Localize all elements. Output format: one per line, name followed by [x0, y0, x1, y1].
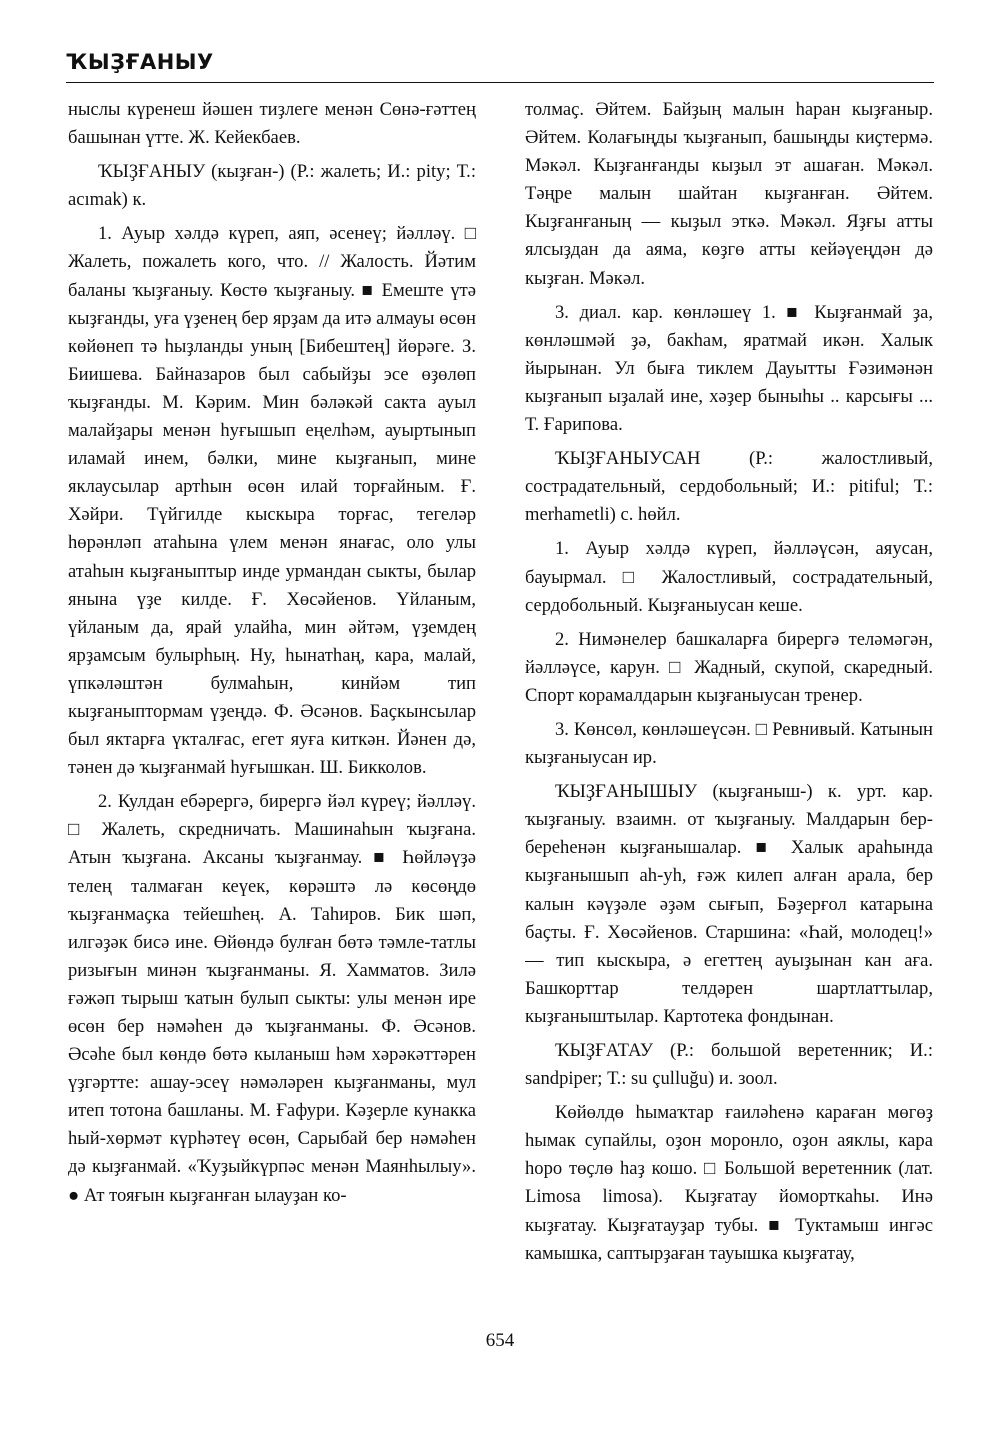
- sense-1: 1. Ауыр хәлдә күреп, аяп, әсенеү; йәлләү. □ Жалеть, пожалеть кого, что. // Жалость. Йәтим баланы ҡыҙғаныу. Көстө ҡыҙғаныу. ■ Емеште үтә кыҙғанды, уға үҙенең бер ярҙам да итә алмауы өсөн көйөнеп тә һыҙланды уның [Бибештең] йөрәге. З. Биишева. Байназаров был сабыйҙы эсе өҙөлөп ҡыҙғанды. М. Кәрим. Мин бәләкәй сакта ауыл малайҙары менән һуғышып еңелһәм, ауыртынып иламай инем, бәлки, мине кыҙғанып, мине яклаусылар артһын өсөн илай торғайным. Ғ. Хәйри. Түйгилде кыскыра торғас, тегеләр һөрәнләп атаһына үлем менән янағас, оло улы атаһын кыҙғаныптыр инде урмандан сыкты, былар янына үҙе килде. Ғ. Хөсәйенов. Үйланым, үйланым да, ярай улайһа, мин әйтәм, үҙемдең ярҙамсым булырһың. Ну, һынатһаң, кара, малай, үпкәләштән булмаһын, кинйәм тип кыҙғаныптормам үҙеңдә. Ф. Әсәнов. Баҫкынсылар был яктарға үкталғас, егет яуға киткән. Йәнен дә, тәнен дә ҡыҙғанмай һуғышкан. Ш. Бикколов.: [68, 223, 476, 779]
- entry-continuation: толмаҫ. Әйтем. Байҙың малын һаран кыҙғаныр. Әйтем. Колағыңды ҡыҙғанып, башыңды киҫтермә. Мәкәл. Кыҙғанғанды кыҙыл эт ашаған. Мәкәл. Тәңре малын шайтан кыҙғанған. Әйтем. Кыҙғанғаның — кыҙыл эткә. Мәкәл. Яҙғы атты ялсыҙдан да аяма, көҙгө атты кейәүеңдән дә кыҙған. Мәкәл.: [525, 99, 933, 289]
- sense-2: 2. Кулдан ебәрергә, бирергә йәл күреү; йәлләү. □ Жалеть, скредничать. Машинаһын ҡыҙғана. Атын ҡыҙғана. Аксаны ҡыҙғанмау. ■ Һөйләүҙә телең талмаған кеүек, көрәштә лә көсөңдө ҡыҙғанмаҫка тейешһең. А. Таһиров. Бик шәп, илгәҙәк бисә ине. Өйөндә булған бөтә тәмле-татлы ризығын минән ҡыҙғанманы. Я. Хамматов. Зилә ғәжәп тырыш ҡатын булып сыкты: улы менән ире өсөн бер нәмәһен дә ҡыҙғанманы. Ф. Әсәнов. Әсәһе был көндө бөтә кыланыш һәм хәрәкәттәрен үҙгәртте: ашау-эсеү нәмәләрен кыҙғанманы, мул итеп тотона башланы. М. Ғафури. Кәҙерле кунакка һый-хөрмәт күрһәтеү өсөн, Сарыбай бер нәмәһен дә кыҙғанмай. «Ҡуҙыйкүрпәс менән Маянһылыу». ● Ат тояғын кыҙғанған ылауҙан ко-: [68, 791, 476, 1206]
- page-number: 654: [485, 1330, 515, 1351]
- left-column: [68, 96, 476, 1326]
- entry-headword-kyzganyshyu: ҠЫҘҒАНЫШЫУ (кыҙғаныш-) к. урт. кар. ҡыҙғаныу. взаимн. от ҡыҙғаныу. Малдарын бер-береһенән кыҙғанышалар. ■ Халык араһында кыҙғанышып аһ-уһ, ғәж килеп алған арала, бер калын кәүҙәле әҙәм сығып, Бәҙерғол катарына баҫты. Ғ. Хөсәйенов. Старшина: «Һай, молодец!» — тип кыскыра, ә егеттең ауыҙынан кан аға. Башкорттар телдәрен шартлаттылар, кыҙғаныштылар. Картотека фондынан.: [525, 781, 933, 1027]
- entry-headword-kyzganyu: ҠЫҘҒАНЫУ (кыҙған-) (Р.: жалеть; И.: pity; Т.: acımak) к.: [68, 161, 476, 211]
- sense-1: 1. Ауыр хәлдә күреп, йәлләүсән, аяусан, бауырмал. □ Жалостливый, сострадательный, сердобольный. Кыҙғаныусан кеше.: [525, 538, 933, 616]
- header-rule: [66, 82, 934, 83]
- entry-headword-kyzganyusan: ҠЫҘҒАНЫУСАН (Р.: жалостливый, сострадательный, сердобольный; И.: pitiful; Т.: merhametli) с. һөйл.: [525, 448, 933, 526]
- running-head: ҠЫҘҒАНЫУ: [66, 50, 214, 74]
- sense-3: 3. Көнсөл, көнләшеүсән. □ Ревнивый. Катынын кыҙғаныусан ир.: [525, 718, 933, 769]
- entry-continuation: ныслы күренеш йәшен тиҙлеге менән Сөнә-ғәттең башынан үтте. Ж. Кейекбаев.: [68, 99, 476, 149]
- right-column: [525, 96, 933, 1326]
- sense-2: 2. Нимәнелер башкаларға бирергә теләмәгән, йәлләүсе, карун. □ Жадный, скупой, скаредный. Спорт корамалдарын кыҙғаныусан тренер.: [525, 628, 933, 706]
- entry-headword-kyzgatau: ҠЫҘҒАТАУ (Р.: большой веретенник; И.: sandpiper; Т.: su çulluğu) и. зоол.: [525, 1040, 933, 1090]
- sense-3: 3. диал. кар. көнләшеү 1. ■ Кыҙғанмай ҙа, көнләшмәй ҙә, бакһам, яратмай икән. Халык йырынан. Ул быға тиклем Дауытты Ғәзимәнән кыҙғанып ыҙалай ине, хәҙер быныһы .. карсығы ... Т. Ғарипова.: [525, 301, 933, 436]
- definition: Көйөлдө һымаҡтар ғаиләһенә караған мөгөҙ һымак супайлы, оҙон моронло, оҙон аяклы, кара һоро төҫлө һаҙ кошо. □ Большой веретенник (лат. Limosa limosa). Кыҙғатау йоморткаһы. Инә кыҙғатау. Кыҙғатауҙар тубы. ■ Туктамыш ингәс камышка, саптырҙаған тауышка кыҙғатау,: [525, 1102, 933, 1264]
